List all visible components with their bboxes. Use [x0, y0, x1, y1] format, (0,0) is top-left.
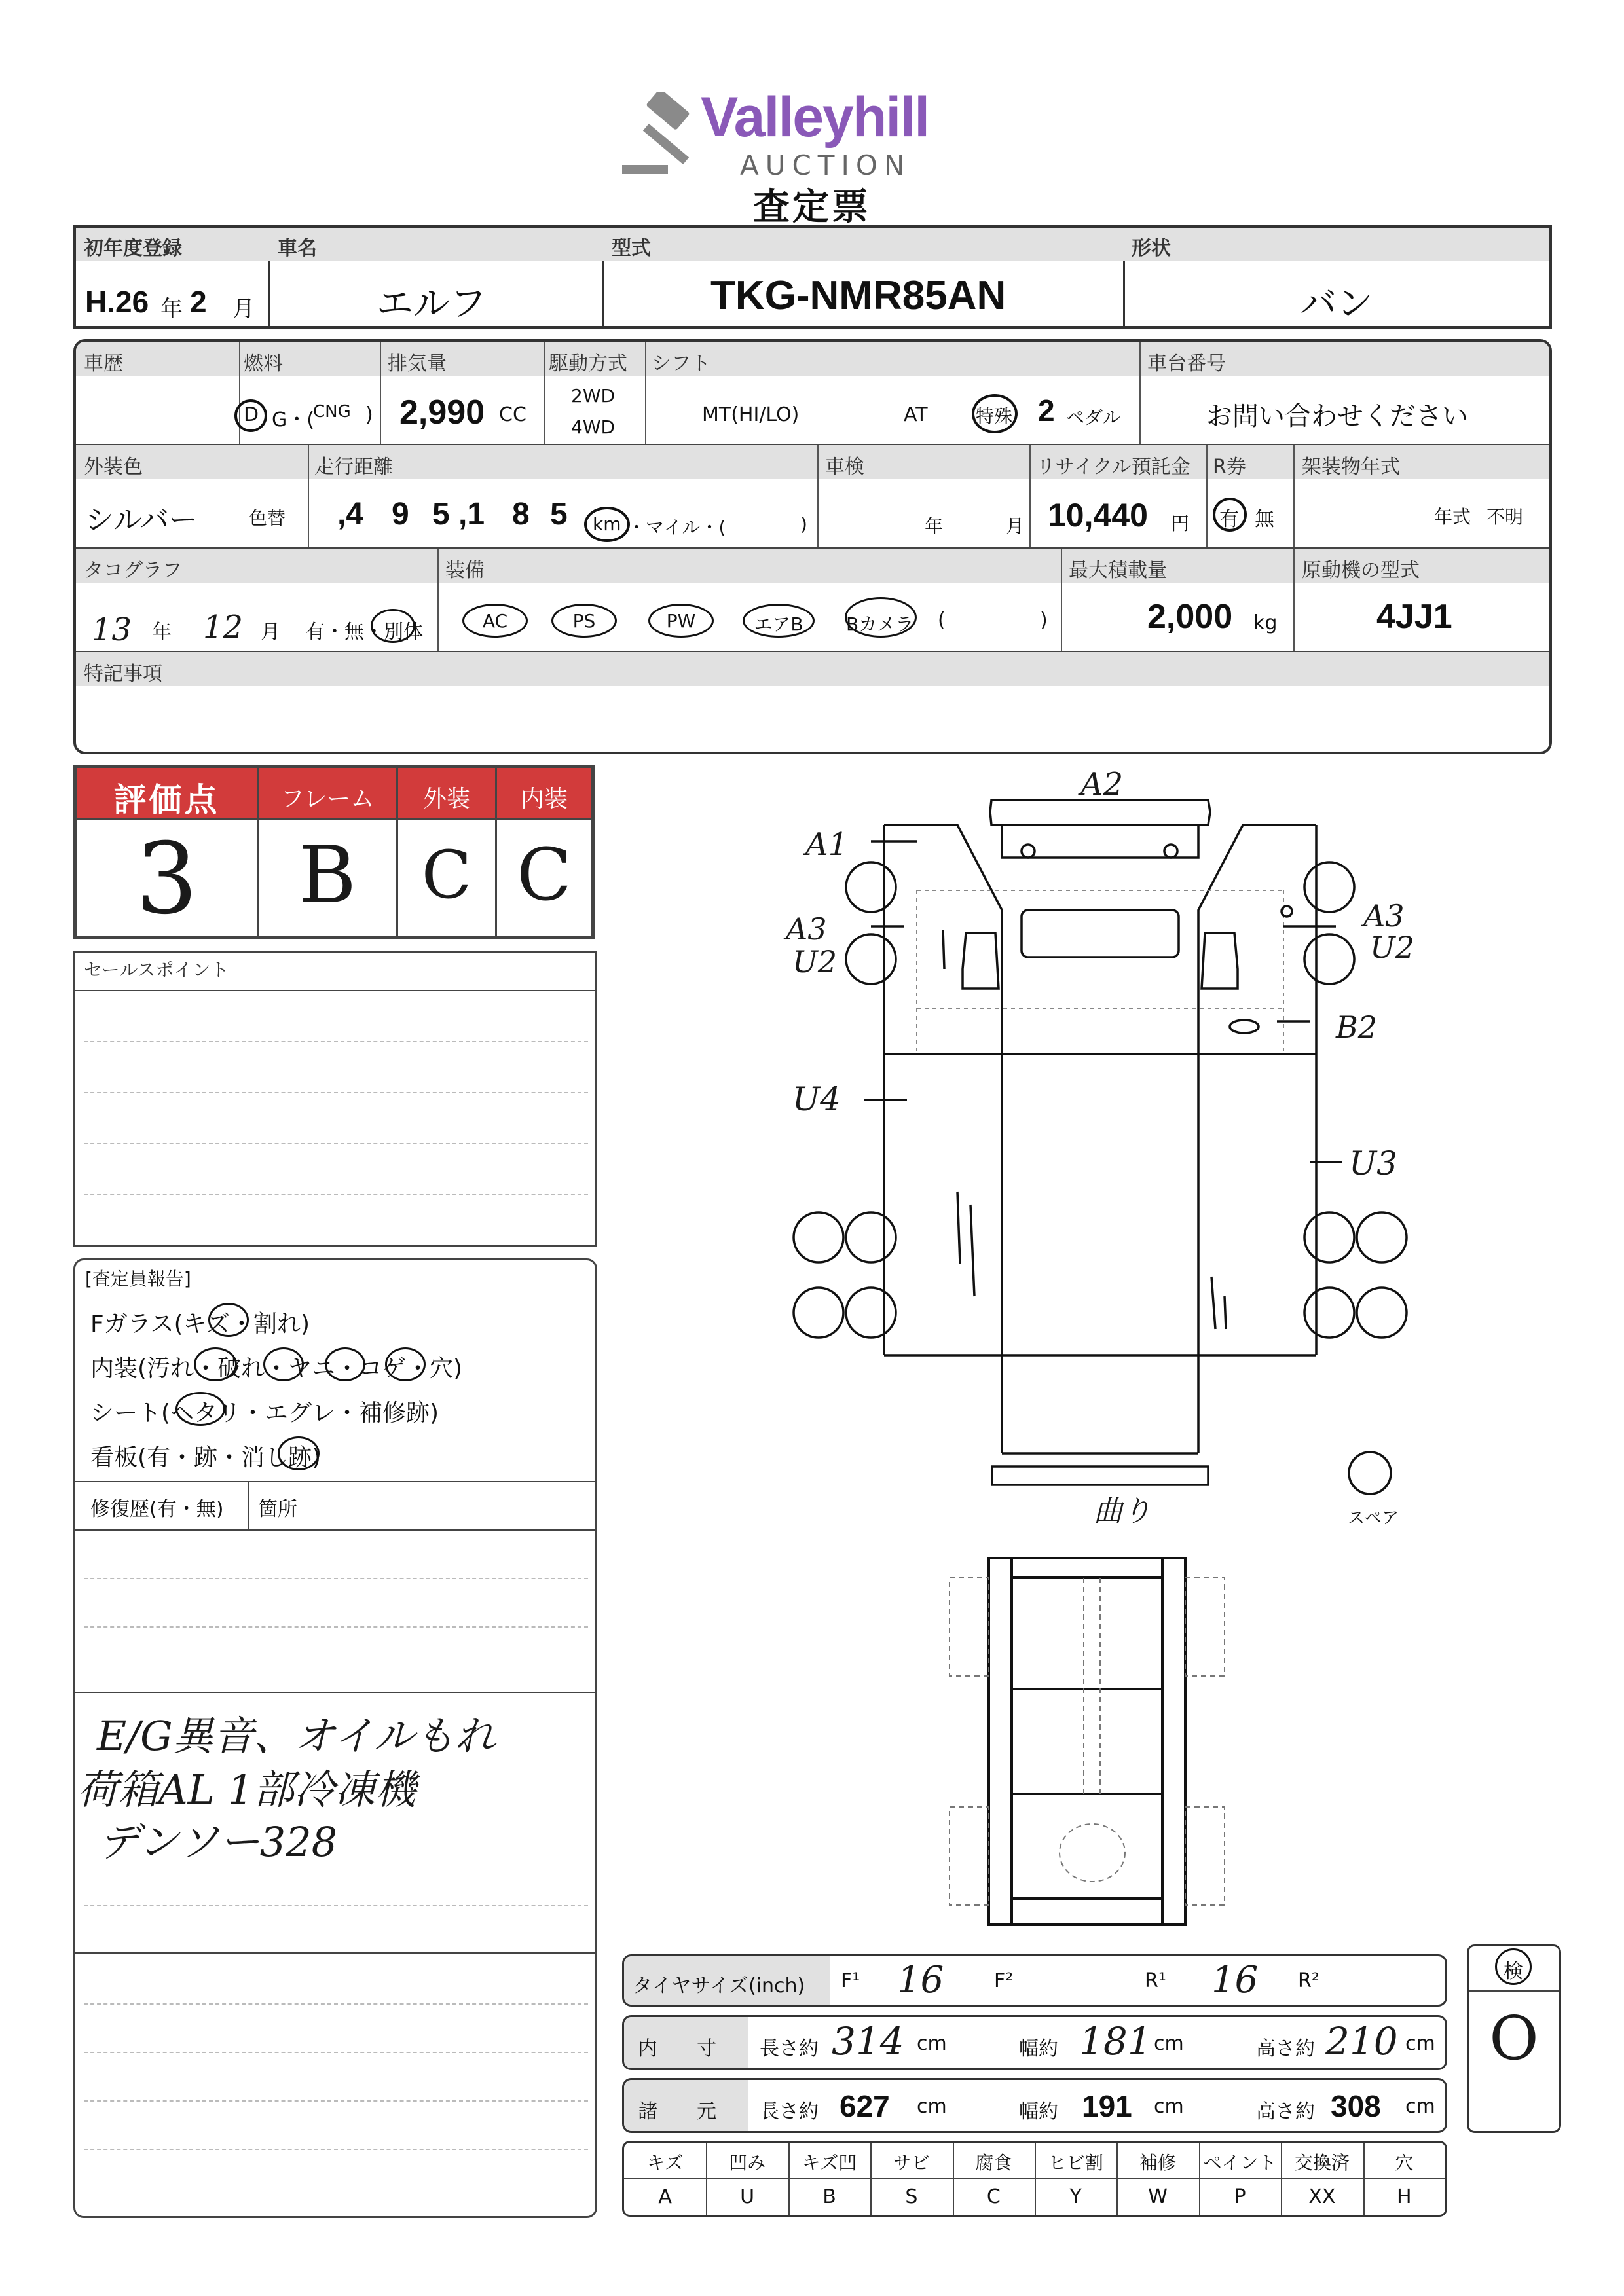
frame-diagram	[943, 1552, 1264, 1938]
tire-f1: 16	[897, 1959, 944, 2001]
outer-width: 191	[1082, 2089, 1132, 2123]
r-yes: 有	[1219, 508, 1239, 531]
color-change: 色替	[249, 507, 286, 529]
tire-label: タイヤサイズ(inch)	[633, 1975, 805, 1997]
inspector-sign: 看板(有・跡・消し跡)	[90, 1444, 322, 1471]
car-name-label: 車名	[278, 237, 317, 260]
outer-width-unit: cm	[1154, 2095, 1184, 2118]
page-title: 査定票	[753, 186, 871, 227]
shape-label: 形状	[1132, 237, 1171, 260]
grade-interior-label: 内装	[520, 786, 568, 812]
outer-height-label: 高さ約	[1256, 2100, 1315, 2123]
tire-r1: 16	[1211, 1959, 1259, 2001]
grade-frame: B	[298, 830, 357, 921]
outer-len-unit: cm	[917, 2095, 947, 2118]
first-reg-label: 初年度登録	[84, 237, 182, 260]
legend-name: サビ	[893, 2152, 930, 2174]
tacho-year-unit: 年	[152, 621, 172, 644]
inspector-glass: Fガラス(キズ・割れ)	[90, 1311, 310, 1338]
displacement: 2,990	[399, 393, 485, 431]
inner-width-unit: cm	[1154, 2032, 1184, 2055]
legend-name: ヒビ割	[1048, 2152, 1103, 2174]
recycle-unit: 円	[1171, 513, 1190, 534]
inner-width: 181	[1079, 2019, 1152, 2064]
notes-label: 特記事項	[84, 663, 162, 685]
mileage-km: km	[593, 513, 621, 535]
mark-a3-right: A3	[1363, 898, 1405, 934]
inspector-interior: 内装(汚れ・破れ・ヤニ・コゲ・穴)	[90, 1355, 463, 1382]
grade-frame-label: フレーム	[280, 786, 375, 812]
outer-height-unit: cm	[1405, 2095, 1435, 2118]
legend-code: H	[1397, 2185, 1412, 2208]
mileage-digit-5: 8	[512, 497, 530, 532]
inspector-title: [査定員報告]	[85, 1268, 191, 1290]
repair-label: 修復歴(有・無)	[90, 1498, 224, 1521]
inspection-year: 年	[925, 515, 944, 537]
legend-code: U	[740, 2185, 755, 2208]
legend-name: 凹み	[729, 2152, 766, 2174]
mileage-close: )	[800, 513, 807, 535]
inspection-month: 月	[1006, 515, 1025, 537]
shape: バン	[1300, 283, 1373, 325]
legend-name: キズ凹	[802, 2152, 857, 2174]
history-label: 車歴	[84, 352, 123, 375]
drive-2wd: 2WD	[571, 385, 616, 407]
model: TKG-NMR85AN	[710, 273, 1006, 318]
displacement-unit: CC	[499, 403, 526, 426]
grade-exterior: C	[421, 837, 472, 913]
tire-r2-label: R²	[1298, 1969, 1320, 1992]
legend-name: 腐食	[975, 2152, 1012, 2174]
recycle-label: リサイクル預託金	[1036, 456, 1190, 479]
tacho-year: 13	[92, 611, 132, 648]
legend-name: 補修	[1139, 2152, 1177, 2174]
sales-point-label: セールスポイント	[84, 959, 229, 981]
body-year-label: 架装物年式	[1302, 456, 1400, 479]
color: シルバー	[85, 503, 198, 537]
grade-exterior-label: 外装	[422, 786, 470, 812]
r-label: R券	[1213, 456, 1246, 479]
legend-code: P	[1234, 2185, 1246, 2208]
inner-len-label: 長さ約	[760, 2037, 819, 2060]
mileage-digit-4: ,1	[458, 497, 485, 532]
engine-label: 原動機の型式	[1302, 559, 1420, 582]
mark-a2: A2	[1080, 766, 1124, 803]
legend-name: 穴	[1395, 2152, 1414, 2174]
handwritten-note-3: デンソー328	[98, 1818, 338, 1866]
tacho-month-unit: 月	[261, 621, 280, 644]
r-no: 無	[1255, 508, 1274, 531]
mark-u4: U4	[792, 1080, 841, 1118]
fuel-close: )	[365, 403, 373, 426]
mileage-digit-3: 5	[432, 497, 450, 532]
equip-ps: PS	[572, 610, 596, 632]
tacho-month: 12	[203, 609, 244, 646]
outer-width-label: 幅約	[1019, 2100, 1058, 2123]
kenn-mark: O	[1489, 2003, 1539, 2073]
handwritten-note-1: E/G異音、オイルもれ	[97, 1712, 496, 1760]
body-year: 年式	[1434, 506, 1471, 528]
mileage-mile: ・マイル・(	[627, 517, 726, 538]
grade-interior: C	[516, 833, 572, 917]
outer-len-label: 長さ約	[760, 2100, 819, 2123]
bend-label: 曲り	[1094, 1495, 1151, 1528]
equip-label: 装備	[445, 559, 485, 582]
pedal-num: 2	[1038, 393, 1055, 428]
max-load-unit: kg	[1253, 611, 1278, 634]
inner-height-unit: cm	[1405, 2032, 1435, 2055]
legend-code: B	[822, 2185, 836, 2208]
legend-name: キズ	[646, 2152, 684, 2174]
mark-b2: B2	[1336, 1010, 1378, 1045]
pedal-unit: ペダル	[1066, 407, 1122, 428]
car-name: エルフ	[377, 283, 487, 325]
max-load: 2,000	[1147, 598, 1233, 636]
first-reg-year-unit: 年	[160, 296, 183, 322]
mark-u2-right: U2	[1370, 930, 1415, 965]
mark-u2-left: U2	[792, 944, 838, 979]
first-reg-month-unit: 月	[232, 296, 255, 322]
logo-sub: AUCTION	[740, 149, 912, 181]
equip-pw: PW	[666, 610, 696, 632]
fuel-d: D	[244, 403, 259, 426]
fuel-label: 燃料	[244, 352, 283, 375]
grade-score: 3	[135, 822, 198, 936]
shift-label: シフト	[652, 352, 710, 375]
chassis: お問い合わせください	[1206, 401, 1468, 431]
handwritten-note-2: 荷箱AL 1部冷凍機	[77, 1766, 416, 1813]
legend-code: XX	[1308, 2185, 1336, 2208]
color-label: 外装色	[84, 456, 143, 479]
legend-name: 交換済	[1294, 2152, 1350, 2174]
recycle-value: 10,440	[1048, 497, 1148, 534]
inner-width-label: 幅約	[1019, 2037, 1058, 2060]
grade-score-label: 評価点	[113, 782, 220, 818]
mark-a1: A1	[805, 826, 849, 863]
outer-height: 308	[1331, 2089, 1381, 2123]
tacho-separate-oval	[371, 609, 415, 643]
shift-at: AT	[904, 403, 928, 426]
tacho-opts: 有・無・別体	[305, 621, 423, 644]
inner-len-unit: cm	[917, 2032, 947, 2055]
outer-len: 627	[840, 2089, 890, 2123]
shift-special: 特殊	[976, 405, 1013, 427]
mark-u3: U3	[1349, 1144, 1397, 1182]
mileage-digit-6: 5	[550, 497, 568, 532]
logo-brand: Valleyhill	[701, 86, 929, 149]
tire-r1-label: R¹	[1145, 1969, 1166, 1992]
spare-label: スペア	[1348, 1508, 1399, 1528]
mileage-label: 走行距離	[314, 456, 393, 479]
outer-label: 諸 元	[638, 2100, 716, 2123]
legend-code: Y	[1069, 2185, 1082, 2208]
mileage-digit-2: 9	[392, 497, 409, 532]
equip-open: (	[938, 609, 946, 632]
first-reg-month: 2	[190, 285, 207, 319]
equip-airbag: エアB	[754, 613, 803, 635]
shift-mt: MT(HI/LO)	[702, 403, 800, 426]
fuel-g: G・(	[272, 409, 314, 431]
tacho-label: タコグラフ	[84, 559, 182, 582]
inner-height: 210	[1325, 2019, 1398, 2064]
gavel-icon	[622, 92, 714, 183]
max-load-label: 最大積載量	[1069, 559, 1167, 582]
legend-code: C	[986, 2185, 1001, 2208]
drive-4wd: 4WD	[571, 416, 616, 438]
chassis-label: 車台番号	[1147, 352, 1226, 375]
legend-name: ペイント	[1203, 2152, 1277, 2174]
inner-len: 314	[832, 2019, 904, 2064]
first-reg-era: H.26	[85, 285, 149, 319]
equip-close: )	[1040, 609, 1048, 632]
sales-point-panel	[73, 951, 597, 1247]
equip-ac: AC	[482, 610, 508, 632]
location-label: 箇所	[258, 1498, 297, 1521]
tire-f1-label: F¹	[841, 1969, 860, 1992]
mileage-digit-1: ,4	[337, 497, 364, 532]
tire-f2-label: F²	[994, 1969, 1014, 1992]
model-label: 型式	[612, 237, 651, 260]
inner-label: 内 寸	[638, 2037, 716, 2060]
drive-label: 駆動方式	[549, 352, 627, 375]
legend-code: S	[905, 2185, 918, 2208]
kenn-label: 検	[1504, 1960, 1523, 1983]
displacement-label: 排気量	[388, 352, 447, 375]
truck-damage-diagram	[773, 759, 1428, 1532]
equip-bcamera: Bカメラ	[846, 613, 914, 635]
inspection-label: 車検	[825, 456, 864, 479]
legend-code: W	[1148, 2185, 1168, 2208]
legend-code: A	[658, 2185, 672, 2208]
fuel-cng: CNG	[313, 402, 351, 422]
body-year-unknown: 不明	[1486, 506, 1524, 528]
mark-a3-left: A3	[786, 911, 827, 947]
engine: 4JJ1	[1376, 598, 1452, 636]
inner-height-label: 高さ約	[1256, 2037, 1315, 2060]
inspector-seat: シート(ヘタリ・エグレ・補修跡)	[90, 1400, 439, 1427]
